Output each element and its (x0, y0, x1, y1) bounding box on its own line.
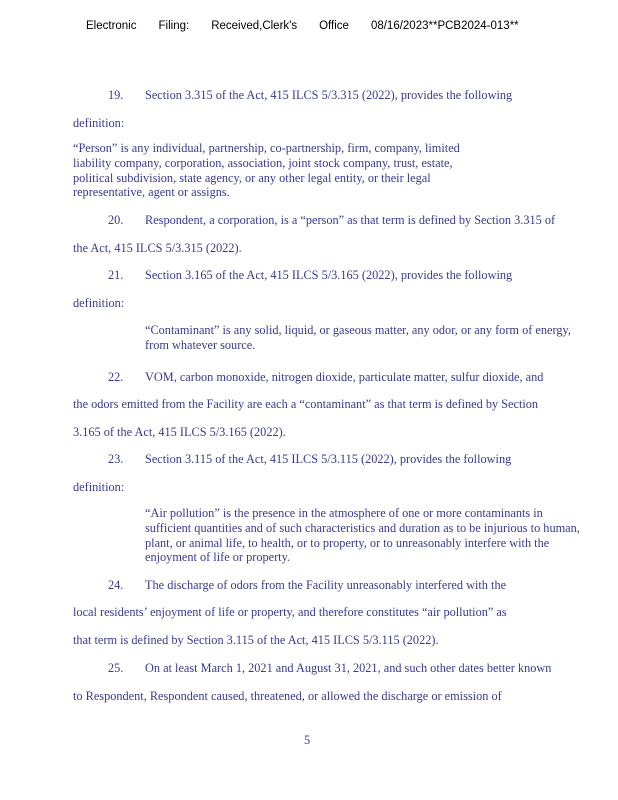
paragraph-text: The discharge of odors from the Facility unreasonably interfered with the (145, 578, 507, 592)
paragraph-text: 3.165 of the Act, 415 ILCS 5/3.165 (2022). (73, 425, 286, 439)
paragraph-number: 25. (108, 661, 124, 675)
paragraph-number: 19. (108, 88, 124, 102)
paragraph-text: local residents’ enjoyment of life or property, and therefore constitutes “air pollution” as (73, 605, 507, 619)
block-quote-person: “Person” is any individual, partnership, co-partnership, firm, company, limited liability company, corporation, association, joint stock company, trust, estate, political subdivision, state agency, or any other legal entity, or their legal representative, agent or assigns. (73, 141, 460, 200)
header-part: 08/16/2023**PCB2024-013** (370, 20, 519, 32)
paragraph-text: Section 3.315 of the Act, 415 ILCS 5/3.315 (2022), provides the following (145, 88, 513, 102)
paragraph-text: that term is defined by Section 3.115 of the Act, 415 ILCS 5/3.115 (2022). (73, 633, 439, 647)
paragraph-text: the Act, 415 ILCS 5/3.315 (2022). (73, 241, 242, 255)
paragraph-text: VOM, carbon monoxide, nitrogen dioxide, particulate matter, sulfur dioxide, and (145, 370, 544, 384)
header-part: Filing: (158, 20, 190, 32)
paragraph-text: definition: (73, 296, 125, 310)
paragraph-number: 22. (108, 370, 124, 384)
paragraph-text: to Respondent, Respondent caused, threatened, or allowed the discharge or emission of (73, 689, 502, 703)
paragraph-text: definition: (73, 116, 125, 130)
header-part: Office (319, 20, 349, 32)
header-part: Received,Clerk's (211, 20, 298, 32)
paragraph-number: 24. (108, 578, 124, 592)
paragraph-text: Section 3.115 of the Act, 415 ILCS 5/3.115 (2022), provides the following (145, 452, 512, 466)
paragraph-text: Respondent, a corporation, is a “person” as that term is defined by Section 3.315 of (145, 213, 556, 227)
block-quote-air-pollution: “Air pollution” is the presence in the atmosphere of one or more contaminants in sufficient quantities and of such characteristics and duration as to be injurious to human, plant, or animal life, to health, or to property, or to unreasonably interfere with the enjoyment of life or property. (145, 506, 580, 565)
paragraph-number: 21. (108, 268, 124, 282)
paragraph-number: 20. (108, 213, 124, 227)
block-quote-contaminant: “Contaminant” is any solid, liquid, or gaseous matter, any odor, or any form of energy, from whatever source. (145, 323, 571, 352)
paragraph-text: On at least March 1, 2021 and August 31, 2021, and such other dates better known (145, 661, 552, 675)
paragraph-text: the odors emitted from the Facility are each a “contaminant” as that term is defined by Section (73, 397, 539, 411)
paragraph-text: definition: (73, 480, 125, 494)
filing-header (86, 20, 519, 32)
paragraph-text: Section 3.165 of the Act, 415 ILCS 5/3.165 (2022), provides the following (145, 268, 513, 282)
page-number: 5 (304, 733, 311, 747)
header-part: Electronic (86, 20, 137, 32)
paragraph-number: 23. (108, 452, 124, 466)
